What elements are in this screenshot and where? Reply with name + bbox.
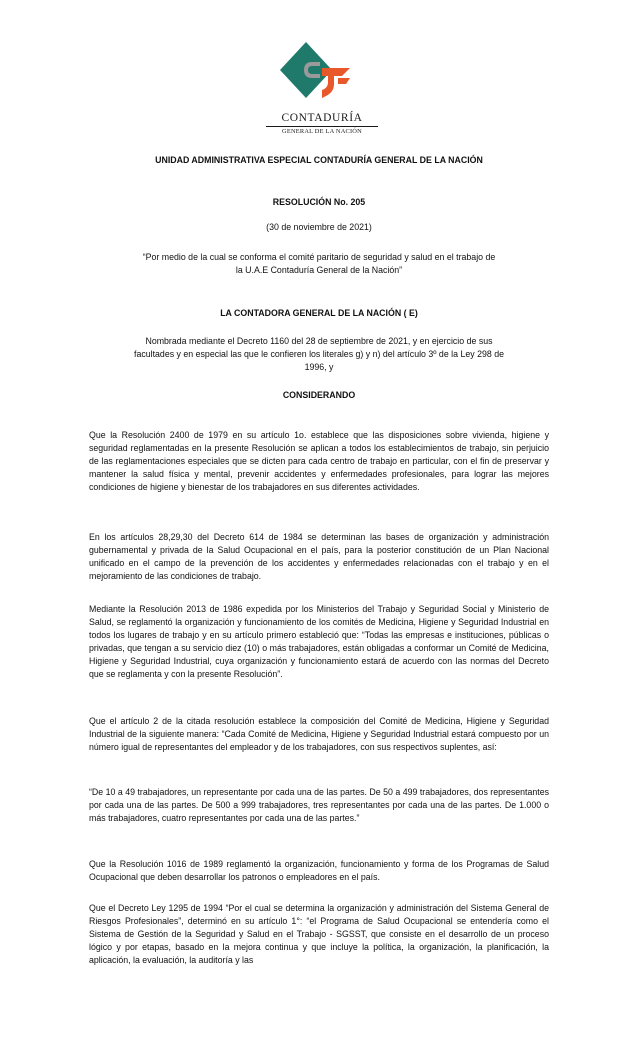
contaduria-emblem-icon — [276, 40, 368, 112]
paragraph: Que la Resolución 1016 de 1989 reglamentó la organización, funcionamiento y forma de los Programas de Salud Ocupacional que deben desarrollar los patronos o empleadores en el país. — [89, 859, 549, 883]
paragraph: Que el Decreto Ley 1295 de 1994 “Por el cual se determina la organización y administración del Sistema General de Riesgos Profesionales”, determinó en su artículo 1°: “el Programa de Salud Ocupacional se entendería como el Sistema de Gestión de la Seguridad y Salud en el Trabajo - SGSST, que consiste en el desarrollo de un proceso lógico y por etapas, basado en la mejora continua y que incluye la política, la organización, la planificación, la aplicación, la evaluación, la auditoría y las — [89, 903, 549, 966]
paragraph: Que el artículo 2 de la citada resolución establece la composición del Comité de Medicina, Higiene y Seguridad Industrial de la siguiente manera: “Cada Comité de Medicina, Higiene y Seguridad Industrial estará compuesto por un número igual de representantes del empleador y de los trabajadores, con sus respectivos suplentes, así: — [89, 716, 549, 753]
appointment-line-2: facultades y en especial las que le confieren los literales g) y n) del artículo 3º de la Ley 298 de — [134, 349, 504, 359]
logo-subtitle: GENERAL DE LA NACIÓN — [266, 126, 378, 135]
paragraph: Mediante la Resolución 2013 de 1986 expedida por los Ministerios del Trabajo y Seguridad Social y Ministerio de Salud, se reglamentó la organización y funcionamiento de los comités de Medicina, Higiene y Seguridad Industrial en todos los lugares de trabajo y en su artículo primero estableció que: “Todas las empresas e instituciones, públicas o privadas, que tengan a su servicio diez (10) o más trabajadores, están obligadas a conformar un Comité de Medicina, Higiene y Seguridad Industrial, cuya organización y funcionamiento estará de acuerdo con las normas del Decreto que se reglamenta y con la presente Resolución”. — [89, 604, 549, 680]
appointment-line-3: 1996, y — [304, 362, 334, 372]
entity-name: UNIDAD ADMINISTRATIVA ESPECIAL CONTADURÍA GENERAL DE LA NACIÓN — [155, 155, 483, 165]
quote-paragraph: “De 10 a 49 trabajadores, un representante por cada una de las partes. De 50 a 499 trabajadores, dos representantes por cada una de las partes. De 500 a 999 trabajadores, tres representantes por cada una de las partes. De 1.000 o más trabajadores, cuatro representantes por cada una de las partes.” — [89, 787, 549, 824]
paragraph: Que la Resolución 2400 de 1979 en su artículo 1o. establece que las disposiciones sobre vivienda, higiene y seguridad reglamentadas en la presente Resolución se aplican a todos los establecimientos de trabajo, sin perjuicio de las reglamentaciones especiales que se dicten para cada centro de trabajo en particular, con el fin de preservar y mantener la salud física y mental, prevenir accidentes y enfermedades profesionales, para lograr las mejores condiciones de higiene y bienestar de los trabajadores en sus diferentes actividades. — [89, 430, 549, 493]
considering-heading: CONSIDERANDO — [282, 390, 356, 400]
authority-title: LA CONTADORA GENERAL DE LA NACIÓN ( E) — [220, 308, 418, 318]
resolution-number: RESOLUCIÓN No. 205 — [272, 197, 366, 207]
subject-line-2: la U.A.E Contaduría General de la Nación” — [235, 265, 403, 275]
paragraph: En los artículos 28,29,30 del Decreto 614 de 1984 se determinan las bases de organización y administración gubernamental y privada de la Salud Ocupacional en el país, para la posterior constitución de un Plan Nacional unificado en el campo de la prevención de los accidentes y enfermedades relacionadas con el trabajo y en el mejoramiento de las condiciones de trabajo. — [89, 532, 549, 582]
logo-name: CONTADURÍA — [281, 112, 363, 124]
resolution-date: (30 de noviembre de 2021) — [266, 222, 372, 232]
appointment-line-1: Nombrada mediante el Decreto 1160 del 28 de septiembre de 2021, y en ejercicio de sus — [145, 336, 493, 346]
subject-line-1: “Por medio de la cual se conforma el comité paritario de seguridad y salud en el trabajo de — [142, 252, 496, 262]
